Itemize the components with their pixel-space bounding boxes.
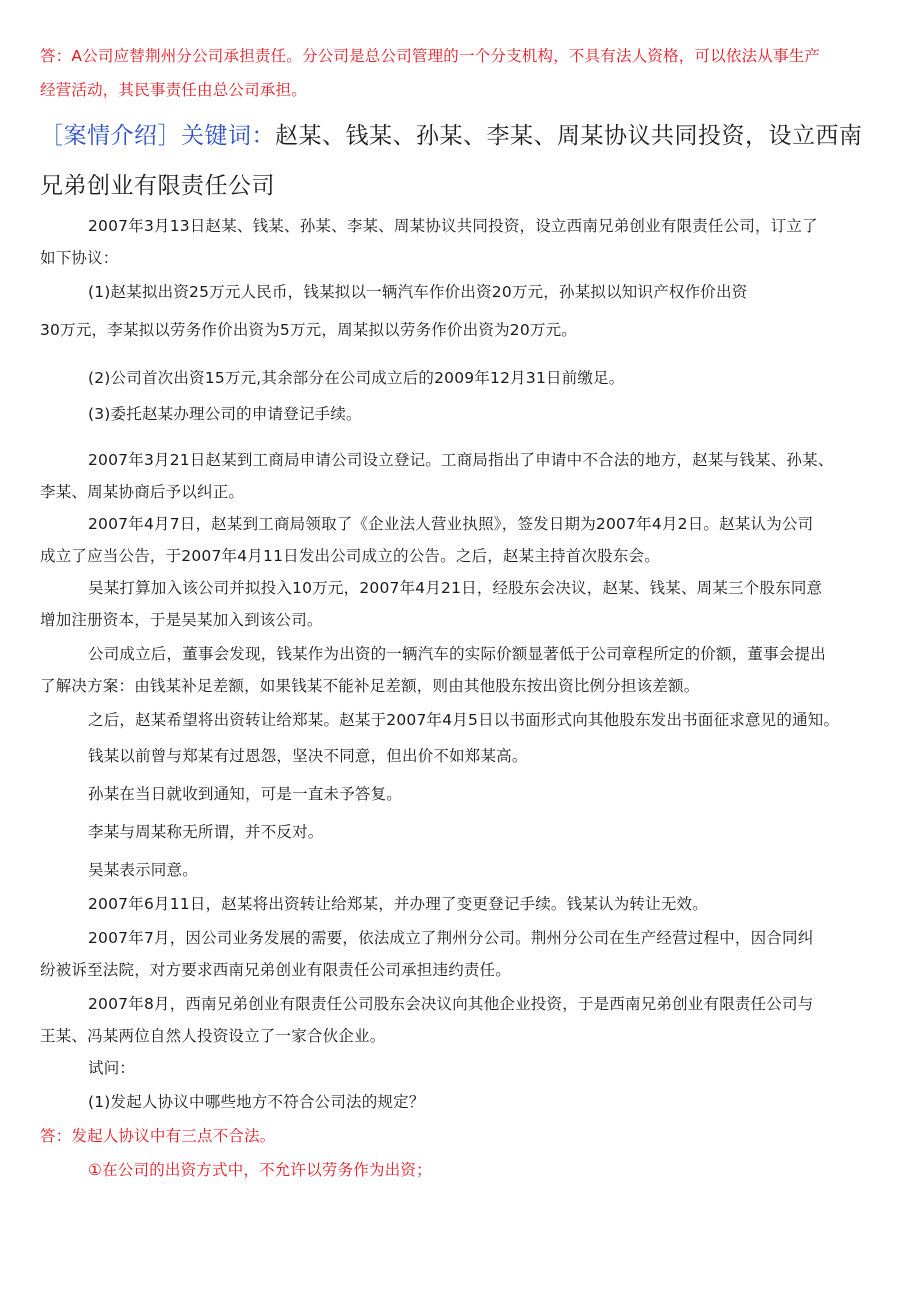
paragraph-5-line2: 李某、周某协商后予以纠正。 <box>40 483 245 501</box>
paragraph-8-line2: 了解决方案：由钱某补足差额，如果钱某不能补足差额，则由其他股东按出资比例分担该差额。 <box>40 677 700 695</box>
paragraph-8-line1: 公司成立后，董事会发现，钱某作为出资的一辆汽车的实际价额显著低于公司章程所定的价额，董事会提出 <box>88 645 826 663</box>
case-heading-line1 <box>40 118 863 154</box>
answer-intro-line2: 经营活动，其民事责任由总公司承担。 <box>40 81 307 99</box>
paragraph-9-line1: 之后，赵某希望将出资转让给郑某。赵某于2007年4月5日以书面形式向其他股东发出书面征求意见的通知。 <box>88 711 840 729</box>
paragraph-15-line1: 2007年7月，因公司业务发展的需要，依法成立了荆州分公司。荆州分公司在生产经营过程中，因合同纠 <box>88 929 814 947</box>
paragraph-6-line2: 成立了应当公告，于2007年4月11日发出公司成立的公告。之后，赵某主持首次股东会。 <box>40 547 660 565</box>
paragraph-16-line2: 王某、冯某两位自然人投资设立了一家合伙企业。 <box>40 1027 386 1045</box>
paragraph-7-line2: 增加注册资本，于是吴某加入到该公司。 <box>40 611 323 629</box>
paragraph-14-line1: 2007年6月11日，赵某将出资转让给郑某，并办理了变更登记手续。钱某认为转让无效。 <box>88 895 708 913</box>
question-1: (1)发起人协议中哪些地方不符合公司法的规定？ <box>88 1093 425 1111</box>
case-heading-line2: 兄弟创业有限责任公司 <box>40 173 275 199</box>
paragraph-5-line1: 2007年3月21日赵某到工商局申请公司设立登记。工商局指出了申请中不合法的地方，赵某与钱某、孙某、 <box>88 451 834 469</box>
paragraph-4-line1: (3)委托赵某办理公司的申请登记手续。 <box>88 405 362 423</box>
paragraph-12-line1: 李某与周某称无所谓，并不反对。 <box>88 823 324 841</box>
paragraph-2-line2: 30万元，李某拟以劳务作价出资为5万元，周某拟以劳务作价出资为20万元。 <box>40 321 578 339</box>
paragraph-2-line1: (1)赵某拟出资25万元人民币，钱某拟以一辆汽车作价出资20万元，孙某拟以知识产权作价出资 <box>88 283 748 301</box>
paragraph-1-line2: 如下协议： <box>40 249 119 267</box>
paragraph-1-line1: 2007年3月13日赵某、钱某、孙某、李某、周某协议共同投资，设立西南兄弟创业有限责任公司，订立了 <box>88 217 818 235</box>
paragraph-6-line1: 2007年4月7日，赵某到工商局领取了《企业法人营业执照》，签发日期为2007年4月2日。赵某认为公司 <box>88 515 814 533</box>
paragraph-7-line1: 吴某打算加入该公司并拟投入10万元，2007年4月21日，经股东会决议，赵某、钱某、周某三个股东同意 <box>88 579 823 597</box>
paragraph-16-line1: 2007年8月，西南兄弟创业有限责任公司股东会决议向其他企业投资，于是西南兄弟创业有限责任公司与 <box>88 995 814 1013</box>
paragraph-3-line1: (2)公司首次出资15万元,其余部分在公司成立后的2009年12月31日前缴足。 <box>88 369 625 387</box>
answer-intro-line1: 答：A公司应替荆州分公司承担责任。分公司是总公司管理的一个分支机构，不具有法人资格，可以依法从事生产 <box>40 47 821 65</box>
case-heading-label: ［案情介绍］关键词： <box>40 123 275 149</box>
paragraph-11-line1: 孙某在当日就收到通知，可是一直未予答复。 <box>88 785 403 803</box>
paragraph-15-line2: 纷被诉至法院，对方要求西南兄弟创业有限责任公司承担违约责任。 <box>40 961 512 979</box>
paragraph-13-line1: 吴某表示同意。 <box>88 861 198 879</box>
question-prompt: 试问： <box>88 1059 136 1077</box>
case-heading-keywords: 赵某、钱某、孙某、李某、周某协议共同投资，设立西南 <box>275 123 863 149</box>
answer-1-line2: ①在公司的出资方式中，不允许以劳务作为出资； <box>88 1161 432 1179</box>
paragraph-10-line1: 钱某以前曾与郑某有过恩怨，坚决不同意，但出价不如郑某高。 <box>88 747 528 765</box>
answer-1-line1: 答：发起人协议中有三点不合法。 <box>40 1127 276 1145</box>
